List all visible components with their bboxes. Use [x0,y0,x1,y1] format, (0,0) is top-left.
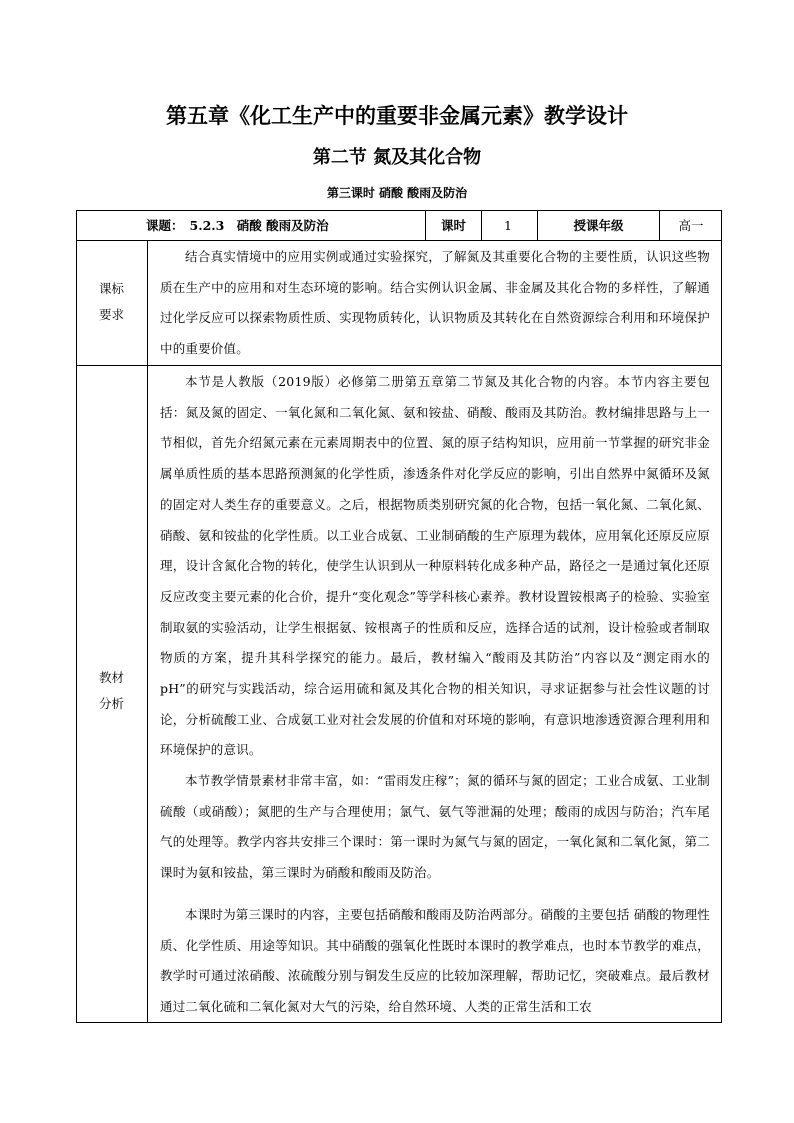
lesson-title: 第三课时 硝酸 酸雨及防治 [326,186,468,200]
section-title: 第二节 氮及其化合物 [312,147,482,168]
topic-label: 课题： [146,218,184,233]
topic-value: 5.2.3 硝酸 酸雨及防治 [189,218,329,233]
grade-value: 高一 [678,218,704,233]
hours-value: 1 [504,217,512,233]
analysis-paragraph-2: 本节教学情景素材非常丰富，如：“雷雨发庄稼”；氮的循环与氮的固定；工业合成氨、工业制硫酸（或硝酸）；氮肥的生产与合理使用；氯气、氨气等泄漏的处理；酸雨的成因与防治；汽车尾气的处理等。教学内容共安排三个课时：第一课时为氮气与氮的固定，一氧化氮和二氧化氮，第二课时为氨和铵盐，第三课时为硝酸和酸雨及防治。 [160,773,710,881]
analysis-paragraph-1: 本节是人教版（2019版）必修第二册第五章第二节氮及其化合物的内容。本节内容主要包括：氮及氮的固定、一氧化氮和二氧化氮、氨和铵盐、硝酸、酸雨及其防治。教材编排思路与上一节相似，首先介绍氮元素在元素周期表中的位置、氮的原子结构知识，应用前一节掌握的研究非金属单质性质的基本思路预测氮的化学性质，渗透条件对化学反应的影响，引出自然界中氮循环及氮的固定对人类生存的重要意义。之后，根据物质类别研究氮的化合物，包括一氧化氮、二氧化氮、硝酸、氨和铵盐的化学性质。以工业合成氨、工业制硝酸的生产原理为载体，应用氧化还原反应原理，设计含氮化合物的转化，使学生认识到从一种原料转化成多种产品，路径之一是通过氧化还原反应改变主要元素的化合价，提升“变化观念”等学科核心素养。教材设置铵根离子的检验、实验室制取氨的实验活动，让学生根据氨、铵根离子的性质和反应，选择合适的试剂，设计检验或者制取物质的方案，提升其科学探究的能力。最后，教材编入“酸雨及其防治”内容以及“测定雨水的 pH”的研究与实践活动，综合运用硫和氮及其化合物的相关知识，寻求证据参与社会性议题的讨论，分析硫酸工业、合成氨工业对社会发展的价值和对环境的影响，有意识地渗透资源合理利用和环境保护的意识。 [160,374,710,758]
table-border-right [721,210,722,1023]
hours-value-cell [504,210,537,240]
hours-label-cell [426,210,481,240]
lesson-plan-table [76,210,722,1023]
analysis-paragraph-3: 本课时为第三课时的内容，主要包括硝酸和酸雨及防治两部分。硝酸的主要包括 硝酸的物理性质、化学性质、用途等知识。其中硝酸的强氧化性既时本课时的教学难点，也时本节教学的难点，教学时可通过浓硝酸、浓硫酸分别与铜发生反应的比较加深理解，帮助记忆，突破难点。最后教材通过二氧化硫和二氧化氮对大气的污染，给自然环境、人类的正常生活和工农 [160,907,710,1015]
row-divider [76,240,722,241]
grade-label: 授课年级 [573,218,624,233]
hours-label: 课时 [440,218,466,233]
row-divider [76,365,722,366]
standards-label: 课标 要求 [98,281,124,322]
column-divider [147,240,148,1023]
column-divider [481,210,482,241]
table-border-left [76,210,77,1023]
standards-text: 结合真实情境中的应用实例或通过实验探究，了解氮及其重要化合物的主要性质，认识这些物质在生产中的应用和对生态环境的影响。结合实例认识金属、非金属及其化合物的多样性，了解通过化学反应可以探索物质性质、实现物质转化，认识物质及其转化在自然资源综合利用和环境保护中的重要价值。 [160,249,710,357]
analysis-label: 教材 分析 [98,670,124,711]
topic-cell [146,210,425,240]
document-title: 第五章《化工生产中的重要非金属元素》教学设计 [166,104,628,128]
grade-label-cell [538,210,659,240]
grade-value-cell [660,210,722,240]
